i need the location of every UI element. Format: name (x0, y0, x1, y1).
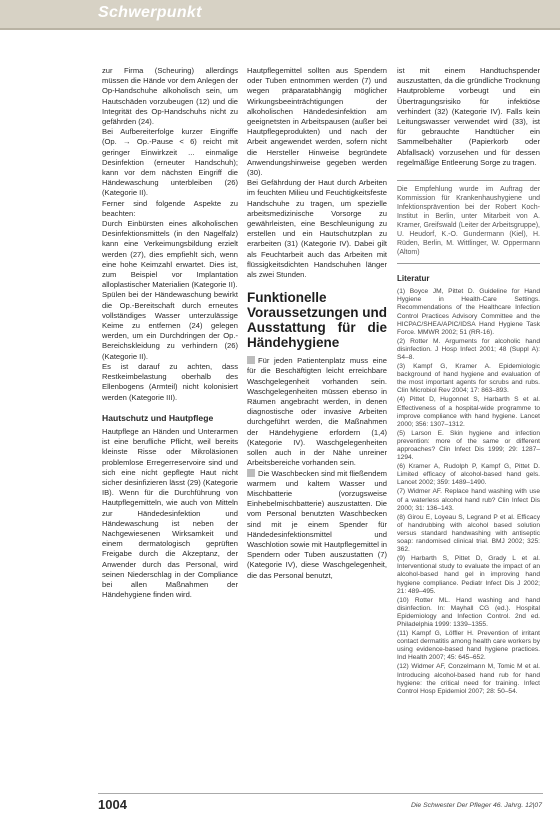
paragraph: Ferner sind folgende Aspekte zu beachten: (102, 198, 238, 218)
paragraph: Durch Einbürsten eines alkoholischen Desinfektionsmittels (in den Nagelfalz) kann eine Verkeimungsbildung erzielt werden (27), dies empfiehlt sich, wenn eine hohe Keimzahl erwartet. Dies ist, zum Beispiel vor Implantation alloplastischer Materialien (Kategorie II). (102, 219, 238, 290)
paragraph: Bei Aufbereiterfolge kurzer Eingriffe (Op. → Op.-Pause < 6) reicht mit geringer Einwirkzeit ... einmalige Desinfektion (erneuter Handschuh); kann vor dem nächsten Eingriff die Händewaschung unterbleiben (26) (Kategorie II). (102, 127, 238, 198)
reference-item: (12) Widmer AF, Conzelmann M, Tomic M et al. Introducing alcohol-based hand rub for hand hygiene: the critical need for training. Infect Control Hosp Epidemiol 2007; 28: 50–54. (397, 663, 540, 695)
reference-item: (6) Kramer A, Rudolph P, Kampf G, Pittet D. Limited efficacy of alcohol-based hand gels. Lancet 2002; 359: 1489–1490. (397, 463, 540, 487)
page-number: 1004 (98, 797, 127, 812)
info-box: Die Empfehlung wurde im Auftrag der Kommission für Krankenhaushygiene und Infektionsprävention bei der Robert Koch-Institut in Berlin, unter Mitarbeit von A. Kramer, Greifswald (Leiter der Arbeitsgruppe), U. Heudorf, K.-O. Gundermann (Kiel), H. Rüden, Berlin, M. Wittlinger, W. Oppermann (Altom) (397, 180, 540, 264)
header-divider (0, 28, 560, 30)
paragraph: Hautpflege an Händen und Unterarmen ist eine berufliche Pflicht, weil bereits kleinste Risse oder Mikroläsionen problemlose Erregerreservoire sind und sich eine nicht gepflegte Haut nicht sicher desinfizieren lässt (29) (Kategorie IB). Wenn für die Durchführung von Hautpflegemitteln, wie auch von Mitteln zur Händedesinfektion und Händewaschung ist neben der Nachgewiesenen Wirksamkeit und einem dermatologisch geprüften Freigabe durch die Akzeptanz, der Anwender durch das Personal, wird seinen Niederschlag in der Compliance bei allen Maßnahmen der Händehygiene finden wird. (102, 426, 238, 600)
footer-divider (98, 793, 543, 794)
subheading-hautschutz: Hautschutz und Hautpflege (102, 412, 214, 423)
paragraph-text: Die Waschbecken sind mit fließendem warmem und kaltem Wasser und Mischbatterie (vorzugsweise Einhebelmischbatterie) auszustatten. Die vom Personal benutzten Waschbecken sind mit je einem Spender für Händedesinfektionsmittel und Waschlotion sowie mit Hautpflegemittel in Spendern oder Tuben auszustatten (7) (Kategorie IV), diese Waschgelegenheit, die das Personal benutzt, (247, 468, 387, 580)
reference-item: (10) Rotter ML. Hand washing and hand disinfection. In: Mayhall CG (ed.). Hospital Epidemiology and Infection Control. 2nd ed. Philadelphia 1999: 1339–1355. (397, 596, 540, 628)
reference-item: (9) Harbarth S, Pittet D, Grady L et al. Interventional study to evaluate the impact of an alcohol-based hand gel in improving hand hygiene compliance. Pediatr Infect Dis J 2002; 21: 489–495. (397, 555, 540, 595)
paragraph: Spülen bei der Händewaschung bewirkt die Op.-Bereitschaft durch erneutes vollständiges Wasser unterzulässige Keime zu entfernen (24) gelegen werden, um ein Durchdringen der Op.-Bereichskleidung zu verhindern (26) (Kategorie II). (102, 290, 238, 361)
column-1 (102, 66, 238, 600)
references-title: Literatur (397, 274, 430, 284)
section-title: Schwerpunkt (98, 4, 202, 21)
paragraph: Bei Gefährdung der Haut durch Arbeiten im feuchten Milieu und Feuchtigkeitsfeste Handschuhe zu tragen, um spezielle arbeitsmedizinische Vorsorge zu gewährleisten, eine Beschleunigung zu erstellen und ein Hautschutzplan zu erarbeiten (31) (Kategorie IV). Dabei gilt als Feuchtarbeit auch das Arbeiten mit flüssigkeitsdichten Handschuhen länger als zwei Stunden. (247, 178, 387, 280)
reference-item: (8) Girou E, Loyeau S, Legrand P et al. Efficacy of handrubbing with alcohol based solution versus standard handwashing with antiseptic soap: randomised clinical trial. BMJ 2002; 325: 362. (397, 513, 540, 554)
paragraph (247, 356, 387, 468)
bullet-square-icon (247, 356, 255, 364)
reference-item: (7) Widmer AF. Replace hand washing with use of a waterless alcohol hand rub? Clin Infect Dis 2000; 31: 136–143. (397, 488, 540, 512)
paragraph: zur Firma (Scheuring) allerdings müssen die Hände vor dem Anlegen der Op-Handschuhe alkoholisch sein, um Hautschäden vorzubeugen (12) und die Integrität des Op-Handschuhs nicht zu gefährden (24). (102, 66, 238, 127)
reference-item: (1) Boyce JM, Pittet D. Guideline for Hand Hygiene in Health-Care Settings. Recommendations of the Healthcare Infection Control Practices Advisory Committee and the HICPAC/SHEA/APIC/IDSA Hand Hygiene Task Force. MMWR 2002; 51 (RR-16). (397, 288, 540, 336)
paragraph: Hautpflegemittel sollten aus Spendern oder Tuben entnommen werden (7) und wegen präparatabhängig möglicher Wirkungsbeeinträchtigungen der alkoholischen Händedesinfektion am geeignetsten in Arbeitspausen (außer bei Hautpflegeprodukten) und nach der Arbeit angewendet werden, sofern nicht die Hersteller Hinweise begründete Anwendungshinweise gegeben werden (30). (247, 66, 387, 178)
paragraph: Es ist darauf zu achten, dass Restkeimbelastung oberhalb des Ellenbogens (Armteil) nicht kolonisiert werden (Kategorie III). (102, 361, 238, 402)
references-list (397, 288, 540, 696)
paragraph: ist mit einem Handtuchspender auszustatten, da die gründliche Trocknung Hautprobleme vorbeugt und ein Übertragungsrisiko für infektiöse verhindert (32) (Kategorie IV). Falls kein Leitungswasser verwendet wird (33), ist für gebrauchte Handtücher ein Sammelbehälter (Papierkorb oder Abfallsack) vorzusehen und für dessen regelmäßige Entleerung Sorge zu tragen. (397, 66, 540, 167)
column-2 (247, 66, 387, 581)
reference-item: (2) Rotter M. Arguments for alcoholic hand disinfection. J Hosp Infect 2001; 48 (Suppl A): S4–8. (397, 337, 540, 361)
reference-item: (3) Kampf G, Kramer A. Epidemiologic background of hand hygiene and evaluation of the most important agents for scrubs and rubs. Clin Microbiol Rev 2004; 17: 863–893. (397, 363, 540, 395)
bullet-square-icon (247, 469, 255, 477)
header-band (0, 0, 560, 28)
paragraph (247, 469, 387, 581)
reference-item: (5) Larson E. Skin hygiene and infection prevention: more of the same or different approaches? Clin Infect Dis 1999; 29: 1287–1294. (397, 429, 540, 462)
journal-citation: Die Schwester Der Pfleger 46. Jahrg. 12|07 (411, 802, 542, 809)
reference-item: (11) Kampf G, Löffler H. Prevention of irritant contact dermatitis among health care workers by using evidence-based hand hygiene practices. Ind Health 2007; 45: 645–652. (397, 630, 540, 662)
section-heading: Funktionelle Voraussetzungen und Ausstattung für die Händehygiene (247, 290, 388, 351)
paragraph-text: Für jeden Patientenplatz muss eine für die Beschäftigten leicht erreichbare Waschgelegenheit vorhanden sein. Waschgelegenheiten müssen ebenso in Räumen angebracht werden, in denen diagnostische oder invasive Arbeiten durchgeführt werden, die Maßnahmen der Händehygiene erfordern (1,4) (Kategorie IV). Waschgelegenheiten sollen auch in der Nähe unreiner Arbeitsbereiche vorhanden sein. (247, 356, 387, 468)
reference-item: (4) Pittet D, Hugonnet S, Harbarth S et al. Effectiveness of a hospital-wide programme to improve compliance with hand hygiene. Lancet 2000; 356: 1307–1312. (397, 396, 540, 428)
column-3 (397, 66, 540, 697)
